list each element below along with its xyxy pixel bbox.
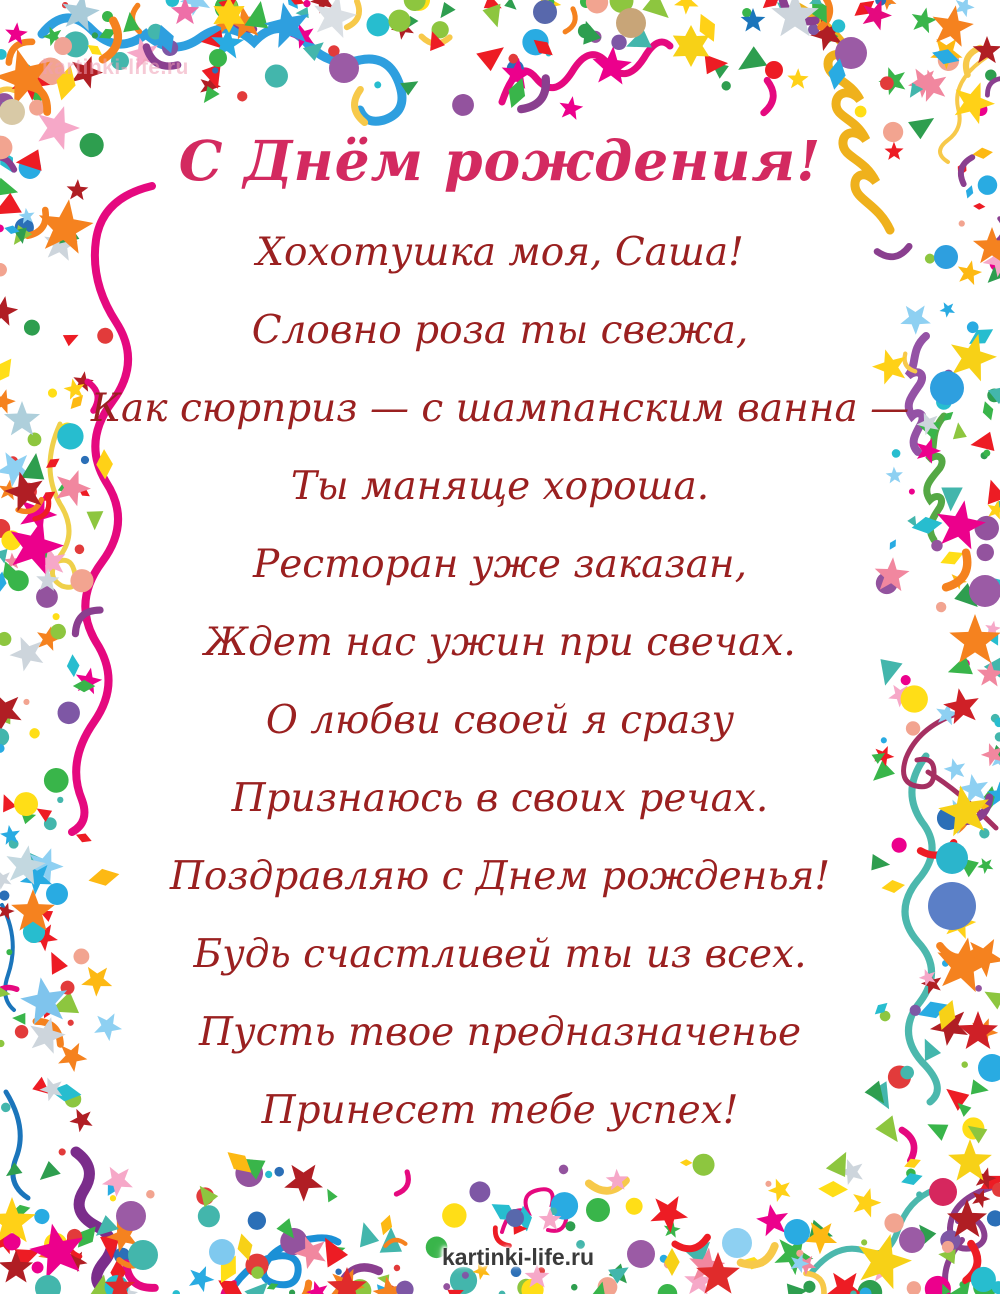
poem-line: Ждет нас ужин при свечах.	[204, 620, 796, 665]
poem-line: Ты маняще хороша.	[290, 464, 710, 509]
poem-line: Поздравляю с Днем рожденья!	[169, 854, 831, 899]
card-title: С Днём рождения!	[178, 128, 822, 193]
poem-line: Хохотушка моя, Саша!	[256, 230, 744, 275]
poem-line: О любви своей я сразу	[265, 698, 735, 743]
watermark-bottom: kartinki-life.ru	[441, 1244, 595, 1270]
poem-line: Пусть твое предназначенье	[198, 1010, 802, 1055]
poem-line: Словно роза ты свежа,	[251, 308, 749, 353]
poem-line: Ресторан уже заказан,	[252, 542, 748, 587]
poem-line: Будь счастливей ты из всех.	[193, 932, 807, 977]
poem-line: Как сюрприз — с шампанским ванна —	[90, 386, 910, 431]
poem	[0, 214, 1000, 1150]
poem-line: Признаюсь в своих речах.	[231, 776, 769, 821]
watermark-top-left: kartinki-life.ru	[42, 56, 189, 79]
poem-line: Принесет тебе успех!	[261, 1088, 739, 1133]
